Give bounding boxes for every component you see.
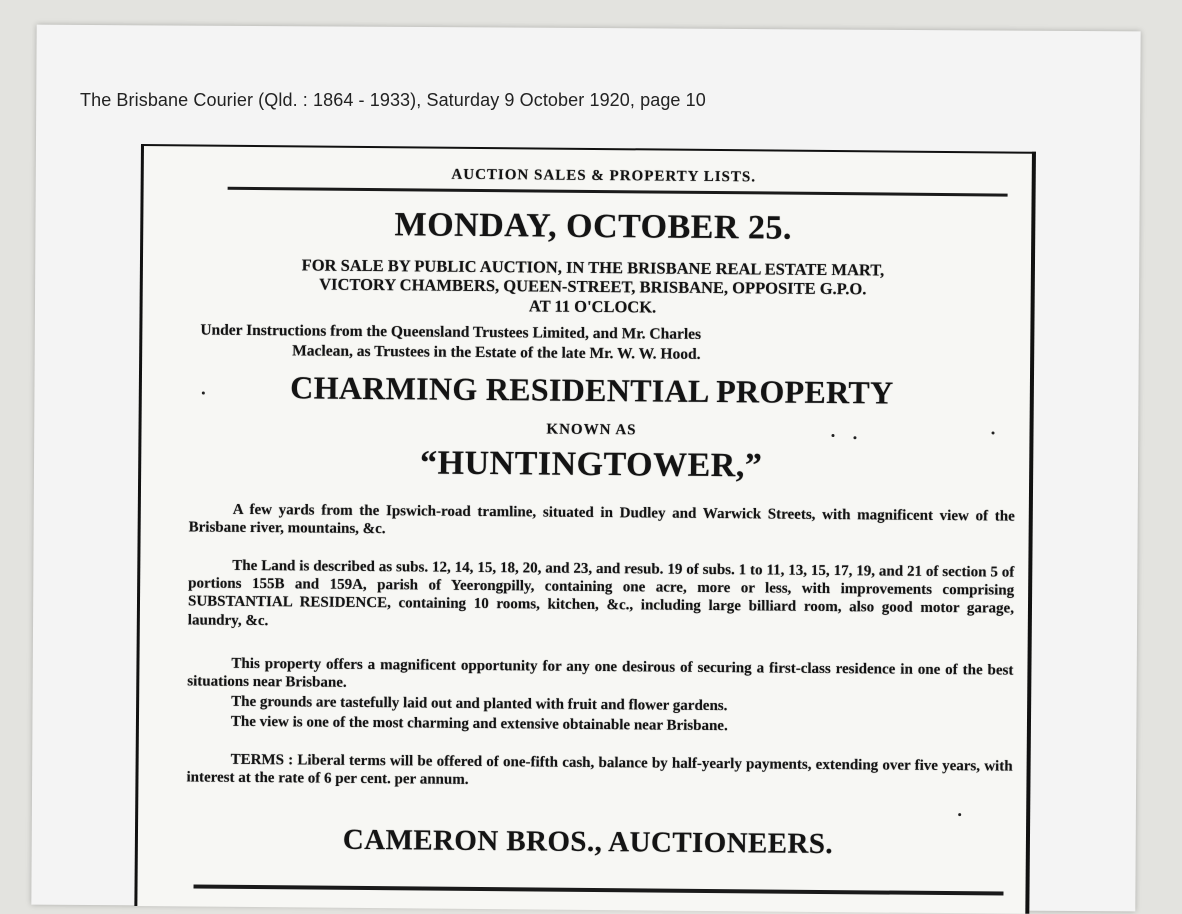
grounds-paragraph: The grounds are tastefully laid out and planted with fruit and flower gardens. <box>231 693 728 715</box>
print-speck <box>202 392 205 395</box>
citation-line: The Brisbane Courier (Qld. : 1864 - 1933), Saturday 9 October 1920, page 10 <box>80 90 706 110</box>
sale-time: AT 11 O'CLOCK. <box>528 296 657 317</box>
property-headline: CHARMING RESIDENTIAL PROPERTY <box>290 369 894 411</box>
location-paragraph: A few yards from the Ipswich-road tramline, situated in Dudley and Warwick Streets, with magnificent view of the Brisbane river, mountains, &c. <box>188 501 1015 538</box>
known-as-label: KNOWN AS <box>546 421 637 439</box>
opportunity-paragraph: This property offers a magnificent opportunity for any one desirous of securing a first-class residence in one of the best situations near Brisbane. <box>187 655 1014 692</box>
print-speck <box>991 431 994 434</box>
print-speck <box>831 434 834 437</box>
sale-venue-line-2: VICTORY CHAMBERS, QUEEN-STREET, BRISBANE, OPPOSITE G.P.O. <box>319 274 867 299</box>
print-speck <box>958 813 961 816</box>
instructions-line-2: Maclean, as Trustees in the Estate of the late Mr. W. W. Hood. <box>292 342 701 363</box>
section-heading: AUCTION SALES & PROPERTY LISTS. <box>451 166 757 186</box>
terms-paragraph: TERMS : Liberal terms will be offered of one-fifth cash, balance by half-yearly payments, extending over five years, with interest at the rate of 6 per cent. per annum. <box>186 751 1013 789</box>
property-name: “HUNTINGTOWER,” <box>419 444 763 485</box>
view-paragraph: The view is one of the most charming and extensive obtainable near Brisbane. <box>230 713 728 735</box>
heading-rule <box>228 187 1008 197</box>
land-description-paragraph: The Land is described as subs. 12, 14, 15, 18, 20, and 23, and resub. 19 of subs. 1 to 11, 13, 15, 17, 19, and 21 of section 5 of portions 155B and 159A, parish of Yeerongpilly, containing one acre, more or less, with improvements comprising SUBSTANTIAL RESIDENCE, containing 10 rooms, kitchen, &c., including large billiard room, also good motor garage, laundry, &c. <box>187 557 1015 629</box>
auctioneers-signature: CAMERON BROS., AUCTIONEERS. <box>342 823 834 861</box>
newspaper-clipping <box>134 144 1036 914</box>
instructions-line-1: Under Instructions from the Queensland Trustees Limited, and Mr. Charles <box>200 321 702 343</box>
auction-date: MONDAY, OCTOBER 25. <box>394 206 793 247</box>
print-speck <box>853 436 856 439</box>
sale-venue-line-1: FOR SALE BY PUBLIC AUCTION, IN THE BRISBANE REAL ESTATE MART, <box>301 255 885 280</box>
bottom-rule <box>194 884 1004 895</box>
